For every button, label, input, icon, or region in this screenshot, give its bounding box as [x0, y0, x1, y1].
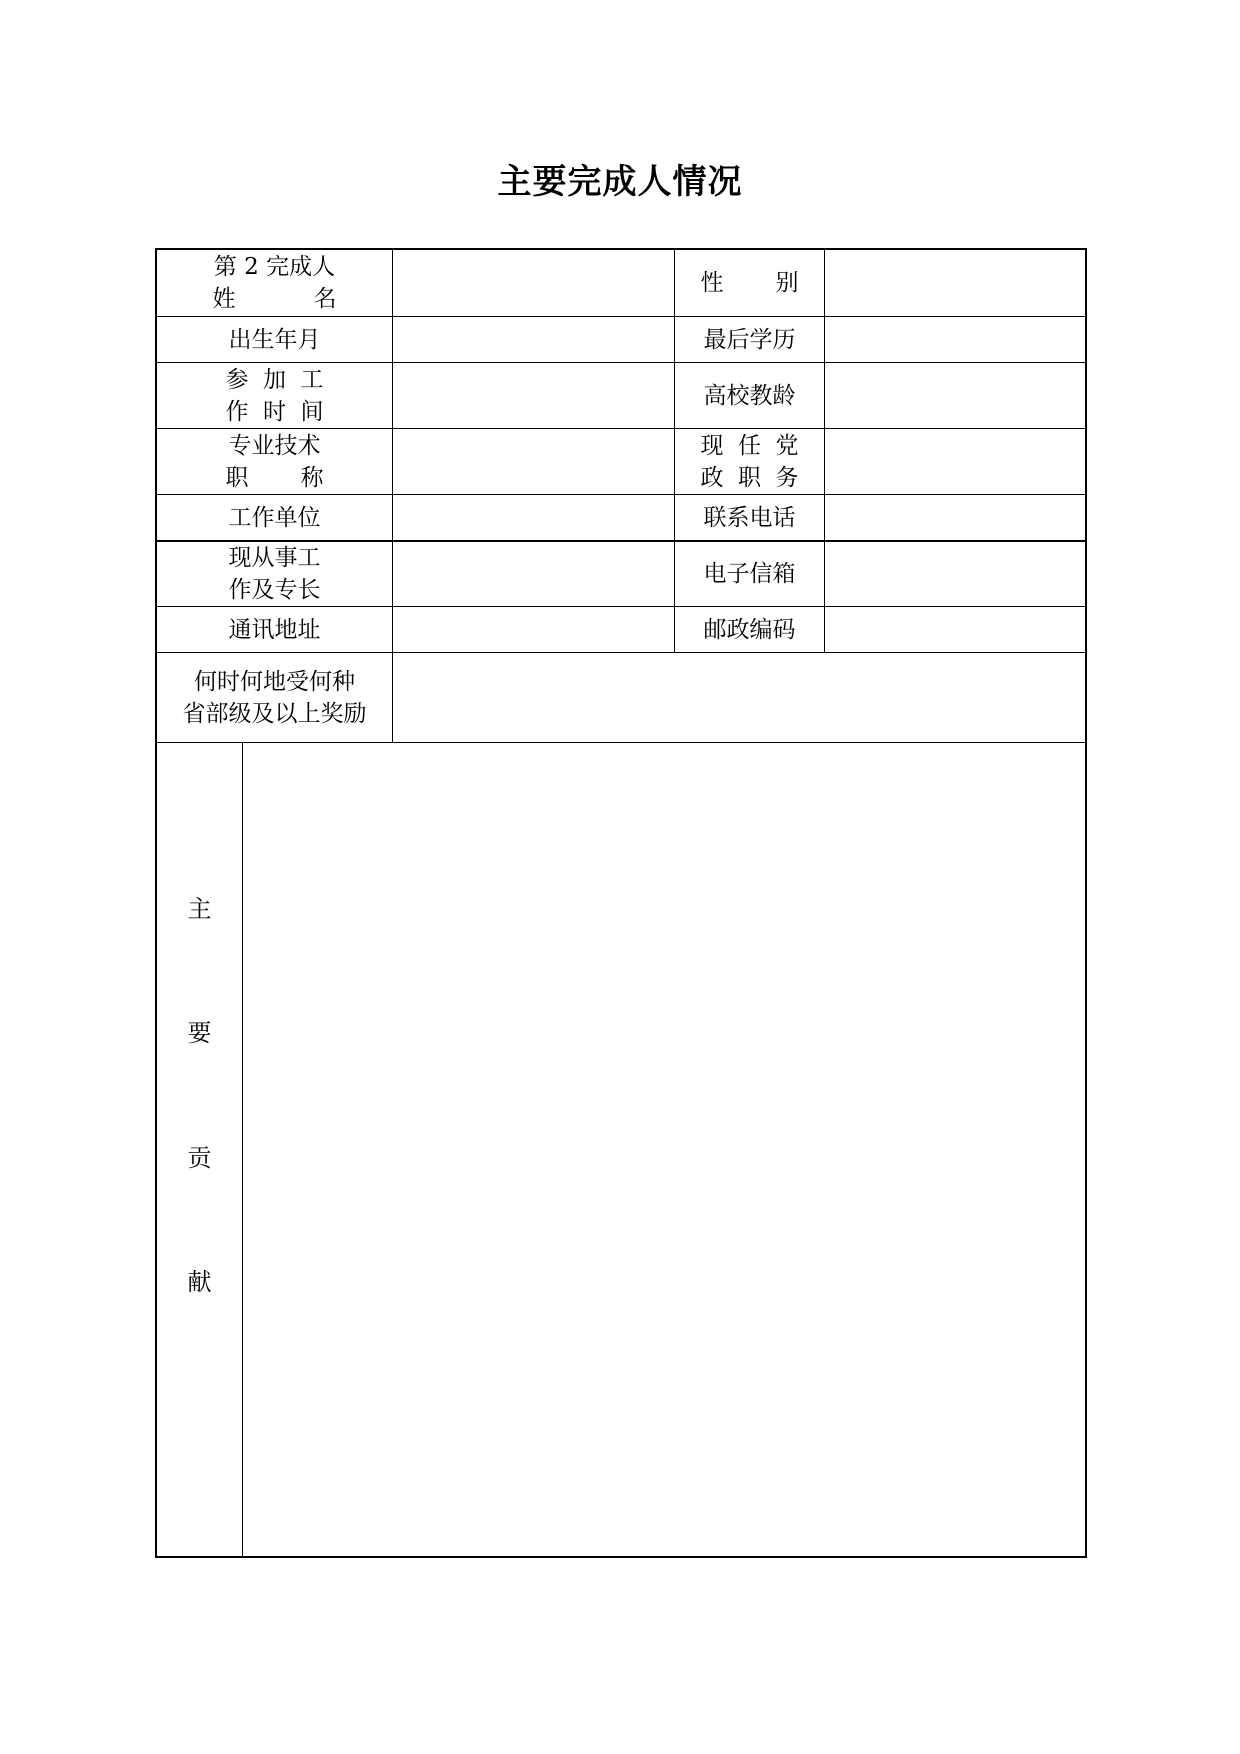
title-char: 称: [300, 464, 324, 491]
contribution-label-char: 贡: [187, 1143, 212, 1172]
address-label: 通讯地址: [228, 616, 321, 643]
work-start-char: 工: [300, 366, 324, 393]
work-start-char: 加: [263, 366, 286, 393]
party-post-char: 职: [738, 464, 761, 491]
work-start-char: 作: [225, 398, 249, 425]
work-start-char: 参: [225, 366, 249, 393]
contribution-label-char: 主: [187, 895, 212, 923]
education-label: 最后学历: [703, 326, 796, 353]
awards-field[interactable]: [393, 653, 1085, 742]
email-label: 电子信箱: [703, 561, 796, 587]
party-post-char: 任: [738, 432, 761, 459]
party-post-char: 现: [700, 432, 724, 459]
page-title: 主要完成人情况: [497, 162, 743, 202]
work-start-char: 时: [263, 398, 286, 425]
contribution-label-char: 要: [187, 1019, 212, 1048]
work-start-char: 间: [300, 398, 324, 425]
teaching-years-label: 高校教龄: [703, 382, 796, 409]
party-post-char: 政: [700, 464, 724, 491]
gender-label: [701, 267, 799, 299]
current-work-label-cell: [157, 542, 392, 606]
party-post-label-cell: [675, 429, 824, 494]
info-form: [155, 248, 1087, 1558]
party-post-label-line-2: [701, 462, 799, 494]
current-work-label-line-2: 作及专长: [228, 577, 321, 603]
awards-label-cell: [157, 653, 392, 742]
postcode-label: 邮政编码: [703, 616, 796, 643]
name-label-char-2: 名: [313, 286, 337, 312]
education-field[interactable]: [825, 317, 1085, 362]
work-start-field[interactable]: [393, 363, 674, 428]
employer-field[interactable]: [393, 495, 674, 540]
name-label-char-1: 姓: [212, 286, 236, 312]
title-char: 职: [225, 464, 249, 491]
phone-field[interactable]: [825, 495, 1085, 540]
postcode-field[interactable]: [825, 607, 1085, 652]
gender-label-char-1: 性: [700, 270, 724, 296]
awards-label-line-1: 何时何地受何种: [194, 668, 355, 695]
party-post-field[interactable]: [825, 429, 1085, 494]
professional-title-field[interactable]: [393, 429, 674, 494]
professional-title-label-cell: [157, 429, 392, 494]
current-work-label-line-1: 现从事工: [228, 545, 321, 571]
contribution-field[interactable]: [243, 743, 1085, 1558]
party-post-label-line-1: [701, 430, 799, 462]
contribution-label-cell: [157, 743, 242, 1558]
name-label-cell: [157, 250, 392, 316]
name-field[interactable]: [393, 250, 674, 316]
work-start-label-line-1: [226, 364, 324, 396]
contribution-label-char: 献: [187, 1267, 212, 1296]
gender-field[interactable]: [825, 250, 1085, 316]
work-start-label-cell: [157, 363, 392, 428]
party-post-char: 务: [775, 464, 799, 491]
email-field[interactable]: [825, 542, 1085, 606]
party-post-char: 党: [775, 432, 799, 459]
current-work-field[interactable]: [393, 542, 674, 606]
phone-label: 联系电话: [703, 504, 796, 531]
completer-rank-label: 第 2 完成人: [213, 254, 336, 280]
employer-label: 工作单位: [228, 504, 321, 531]
birth-field[interactable]: [393, 317, 674, 362]
work-start-label-line-2: [226, 396, 324, 428]
professional-title-label-line-2: [226, 462, 324, 494]
awards-label-line-2: 省部级及以上奖励: [182, 700, 367, 727]
birth-label: 出生年月: [228, 326, 321, 353]
gender-label-cell: [675, 250, 824, 316]
professional-title-label-line-1: 专业技术: [228, 432, 321, 459]
teaching-years-field[interactable]: [825, 363, 1085, 428]
name-label: [213, 283, 337, 315]
address-field[interactable]: [393, 607, 674, 652]
gender-label-char-2: 别: [775, 270, 799, 296]
